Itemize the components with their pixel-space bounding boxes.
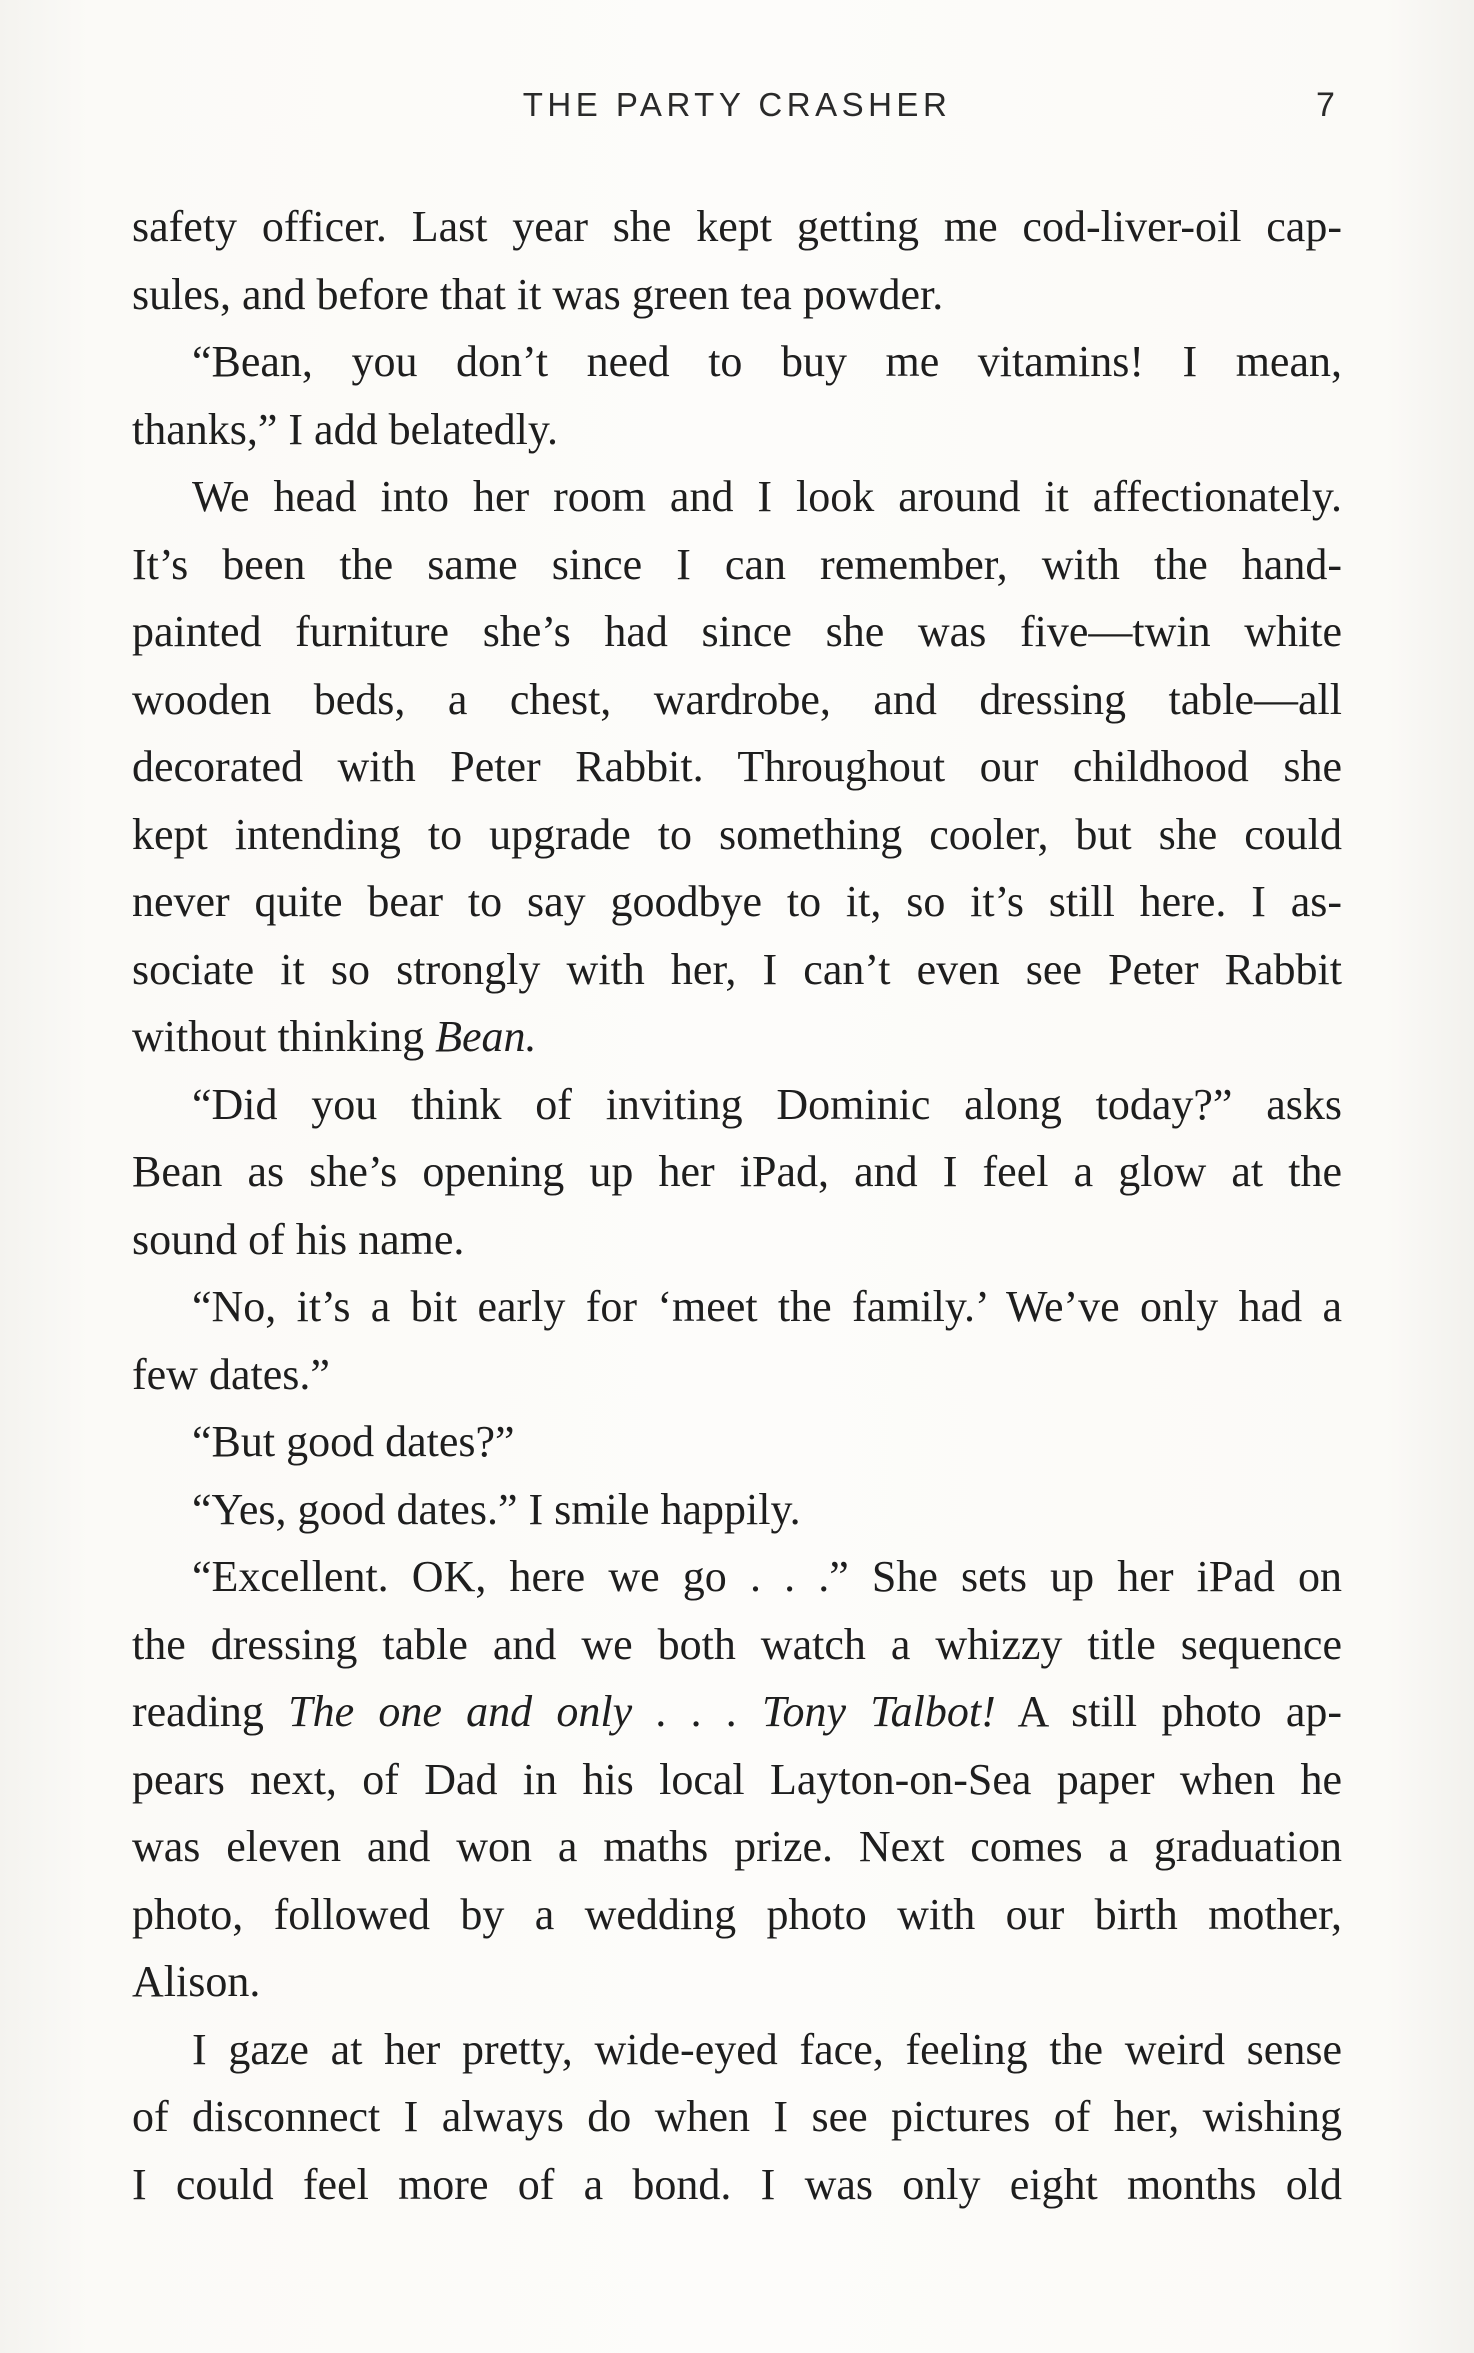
text-line: I could feel more of a bond. I was only eight months old	[132, 2159, 1342, 2209]
italic-text: Bean.	[435, 1012, 537, 1061]
text-line: We head into her room and I look around it affectionately.	[192, 472, 1342, 521]
text-line: Alison.	[132, 1957, 261, 2006]
text-line: It’s been the same since I can remember, with the hand-	[132, 539, 1342, 589]
text-line: “But good dates?”	[192, 1417, 515, 1466]
text-line: “Bean, you don’t need to buy me vitamins! I mean,	[192, 337, 1342, 386]
text-line: painted furniture she’s had since she was five—twin white	[132, 607, 1342, 656]
text-line: Bean as she’s opening up her iPad, and I feel a glow at the	[132, 1147, 1342, 1196]
text-line: pears next, of Dad in his local Layton-on-Sea paper when he	[132, 1754, 1342, 1804]
text-line: thanks,” I add belatedly.	[132, 404, 558, 454]
text-line: wooden beds, a chest, wardrobe, and dressing table—all	[132, 674, 1342, 724]
text-line: decorated with Peter Rabbit. Throughout our childhood she	[132, 742, 1342, 791]
text-line: never quite bear to say goodbye to it, so it’s still here. I as-	[132, 877, 1342, 926]
text-line: kept intending to upgrade to something cooler, but she could	[132, 809, 1342, 859]
text-line: reading The one and only . . . Tony Talbot! A still photo ap-	[132, 1687, 1342, 1736]
text-line: sules, and before that it was green tea powder.	[132, 269, 944, 319]
text-line: few dates.”	[132, 1349, 330, 1399]
text-line: “No, it’s a bit early for ‘meet the family.’ We’ve only had a	[192, 1282, 1342, 1331]
running-head	[0, 80, 1474, 130]
text-line: photo, followed by a wedding photo with our birth mother,	[132, 1889, 1342, 1939]
running-title: THE PARTY CRASHER	[522, 86, 952, 123]
text-line: without thinking Bean.	[132, 1012, 537, 1061]
text-line: “Yes, good dates.” I smile happily.	[192, 1484, 801, 1534]
text-line: safety officer. Last year she kept getting me cod-liver-oil cap-	[132, 202, 1342, 251]
text-line: the dressing table and we both watch a whizzy title sequence	[132, 1619, 1342, 1669]
text-line: sound of his name.	[132, 1214, 465, 1264]
text-line: was eleven and won a maths prize. Next comes a graduation	[132, 1822, 1342, 1871]
text-line: I gaze at her pretty, wide-eyed face, feeling the weird sense	[192, 2024, 1342, 2074]
page-number: 7	[1316, 86, 1335, 124]
text-line: “Excellent. OK, here we go . . .” She sets up her iPad on	[192, 1552, 1342, 1601]
text-line: of disconnect I always do when I see pictures of her, wishing	[132, 2092, 1342, 2141]
text-line: “Did you think of inviting Dominic along today?” asks	[192, 1079, 1342, 1129]
italic-text: The one and only . . . Tony Talbot!	[288, 1687, 996, 1736]
text-line: sociate it so strongly with her, I can’t even see Peter Rabbit	[132, 944, 1342, 994]
body-text	[132, 193, 1342, 2218]
